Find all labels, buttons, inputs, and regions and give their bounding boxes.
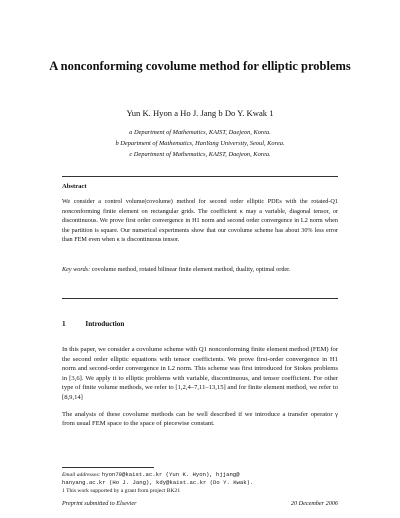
footer-date: 20 December 2006 — [290, 500, 338, 507]
footnote-email-line-1 — [62, 471, 338, 479]
footnote-support: 1 This work supported by a grant from project BK21 — [62, 488, 181, 494]
paragraph-2: The analysis of these covolume methods can be well described if we introduce a transfer operator γ from usual FEM space to the space of piecewise constant. — [62, 410, 338, 428]
abstract-bottom-rule — [62, 298, 338, 299]
paragraph-1: In this paper, we consider a covolume scheme with Q1 nonconforming finite element method (FEM) for the second order elliptic equations with tensor coefficients. We prove first-order convergence in H1 norm and second-order convergence in L2 norm. This scheme was first introduced for Stokes problems in [3,6]. We apply it to elliptic problems with variable, discontinuous, and tensor coefficient. For other type of finite volume methods, we refer to [1,2,4–7,11–13,15] and for finite element method, we refer to [8,9,14] — [62, 346, 338, 401]
abstract-top-rule — [62, 176, 338, 177]
body-text — [62, 345, 338, 436]
email-addresses-2: hanyang.ac.kr (Ho J. Jang), kdy@kaist.ac.kr (Do Y. Kwak). — [62, 479, 254, 486]
author-list: Yun K. Hyon a Ho J. Jang b Do Y. Kwak 1 — [126, 108, 274, 118]
footnote-rule — [62, 467, 154, 468]
page-footer — [62, 500, 338, 507]
section-heading — [62, 320, 134, 328]
abstract-heading: Abstract — [62, 183, 87, 190]
footnotes — [62, 471, 338, 495]
affiliations — [40, 127, 360, 160]
email-addresses-1: hyon70@kaist.ac.kr (Yun K. Hyon), hjjang@ — [101, 471, 240, 478]
affiliation-a: a Department of Mathematics, KAIST, Daejeon, Korea. — [129, 129, 271, 136]
affiliation-b: b Department of Mathematics, HanYang University, Seoul, Korea. — [115, 140, 285, 147]
section-title: Introduction — [85, 320, 125, 328]
footer-preprint: Preprint submitted to Elsevier — [62, 500, 137, 507]
paper-title: A nonconforming covolume method for elliptic problems — [49, 59, 351, 73]
email-label: Email addresses: — [62, 472, 101, 478]
keywords-text: covolume method, rotated bilinear finite element method, duality, optimal order. — [91, 266, 291, 273]
keywords — [62, 265, 338, 275]
affiliation-c: c Department of Mathematics, KAIST, Daejeon, Korea. — [129, 151, 271, 158]
section-number: 1 — [62, 320, 66, 328]
abstract-text: We consider a control volume(covolume) method for second order elliptic PDEs with the rotated-Q1 nonconforming finite element on rectangular grids. The coefficient κ may a variable, diagonal tensor, or discontinuous. We prove first order convergence in H1 norm and second order convergence in L2 norm when the partition is square. Our numerical experiments show that our covolume scheme has about 30% less error than FEM even when κ is discontinuous tensor. — [62, 198, 338, 244]
keywords-label: Key words: — [62, 266, 91, 273]
